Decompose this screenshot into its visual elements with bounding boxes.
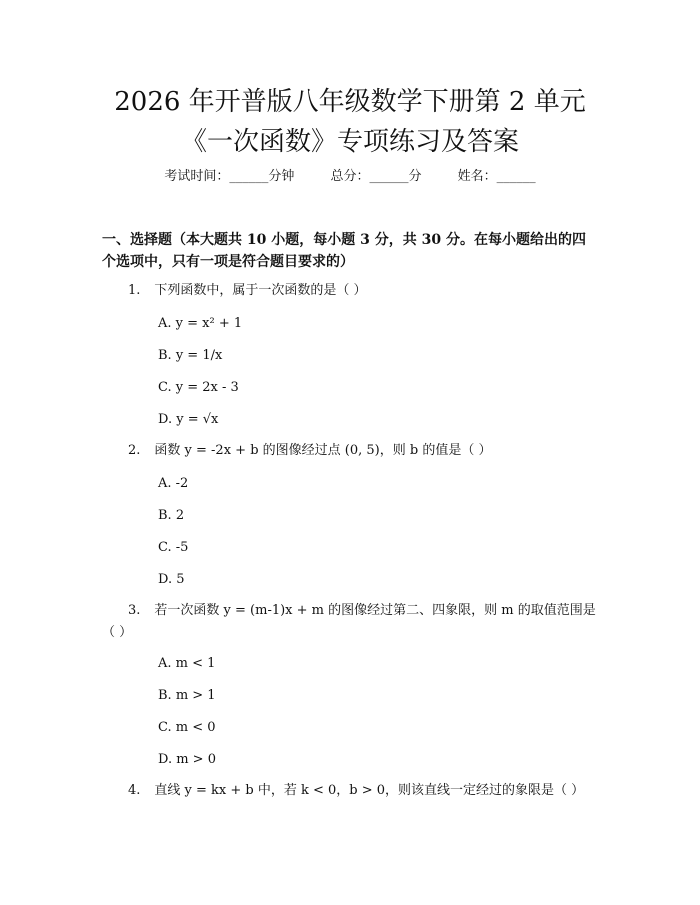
question-text: 直线 y = kx + b 中，若 k < 0，b > 0，则该直线一定经过的象限是（ ） [154, 783, 585, 798]
page-title: 2026 年开普版八年级数学下册第 2 单元《一次函数》专项练习及答案 [114, 87, 586, 157]
question-2-option-d: D. 5 [158, 572, 185, 587]
question-1-option-a: A. y = x² + 1 [158, 316, 243, 331]
question-1-option-c: C. y = 2x - 3 [158, 380, 239, 395]
total-score-field: 总分：______分 [330, 169, 422, 184]
question-1-option-d: D. y = √x [158, 412, 219, 427]
exam-info-line [100, 166, 600, 188]
question-3-option-c: C. m < 0 [158, 720, 216, 735]
question-1-option-b: B. y = 1/x [158, 348, 223, 363]
question-2-option-a: A. -2 [158, 476, 189, 491]
exam-time-field: 考试时间：______分钟 [164, 169, 295, 184]
question-1 [102, 280, 598, 302]
name-field: 姓名：______ [457, 169, 536, 184]
question-3-option-b: B. m > 1 [158, 688, 216, 703]
question-3-option-a: A. m < 1 [158, 656, 216, 671]
section-heading: 一、选择题（本大题共 10 小题，每小题 3 分，共 30 分。在每小题给出的四个选项中，只有一项是符合题目要求的） [102, 232, 586, 270]
question-text: 若一次函数 y = (m-1)x + m 的图像经过第二、四象限，则 m 的取值范围是（ ） [102, 603, 596, 640]
question-3-option-d: D. m > 0 [158, 752, 216, 767]
question-4 [102, 780, 598, 802]
question-number: 3. [128, 603, 141, 618]
question-text: 下列函数中，属于一次函数的是（ ） [154, 283, 367, 298]
question-3 [102, 600, 598, 644]
question-number: 4. [128, 783, 141, 798]
question-number: 2. [128, 443, 141, 458]
question-text: 函数 y = -2x + b 的图像经过点 (0, 5)，则 b 的值是（ ） [154, 443, 492, 458]
question-2 [102, 440, 598, 462]
question-2-option-b: B. 2 [158, 508, 185, 523]
question-number: 1. [128, 283, 141, 298]
question-2-option-c: C. -5 [158, 540, 189, 555]
